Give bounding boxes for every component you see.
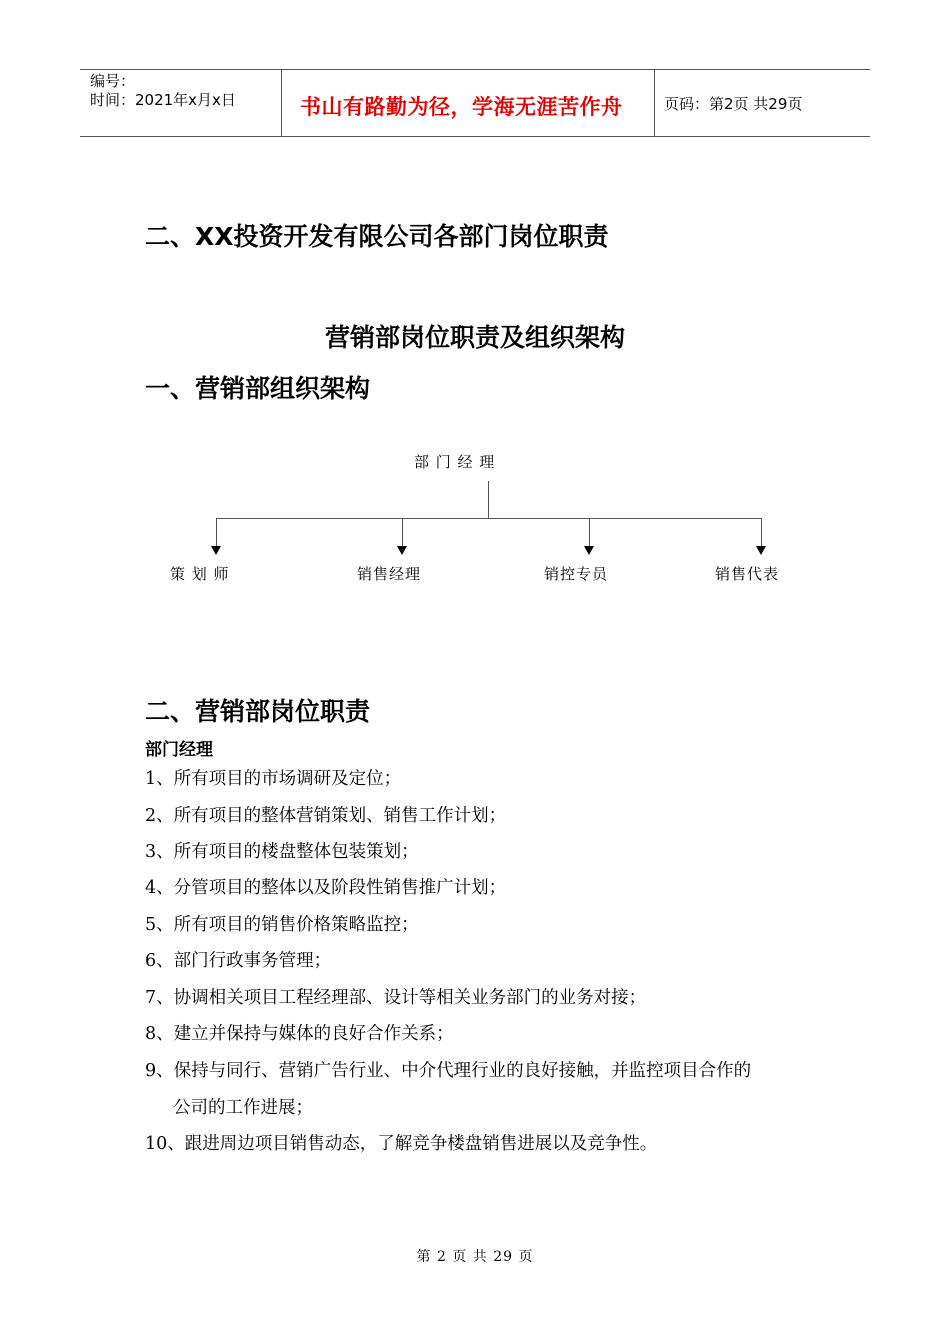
org-arrow-icon xyxy=(211,546,221,555)
org-arrow-icon xyxy=(397,546,407,555)
org-branch-line xyxy=(402,518,403,546)
header-divider-1 xyxy=(281,69,282,136)
section-title: 营销部岗位职责及组织架构 xyxy=(324,323,625,352)
org-root-connector xyxy=(488,481,489,518)
org-child-label: 销控专员 xyxy=(544,565,609,583)
header-page-info: 页码：第2页 共29页 xyxy=(664,95,803,113)
list-item: 8、建立并保持与媒体的良好合作关系； xyxy=(145,1024,454,1044)
org-branch-line xyxy=(216,518,217,546)
org-branch-line xyxy=(589,518,590,546)
header-divider-2 xyxy=(654,69,655,136)
list-item-continuation: 公司的工作进展； xyxy=(173,1098,313,1118)
org-branch-line xyxy=(761,518,762,546)
org-child-label: 策 划 师 xyxy=(170,565,230,583)
org-arrow-icon xyxy=(584,546,594,555)
header-number-label: 编号： xyxy=(90,72,136,90)
header-motto: 书山有路勤为径，学海无涯苦作舟 xyxy=(300,95,623,119)
list-item: 5、所有项目的销售价格策略监控； xyxy=(145,915,419,935)
org-horizontal-connector xyxy=(216,518,762,519)
list-item: 3、所有项目的楼盘整体包装策划； xyxy=(145,842,419,862)
org-child-label: 销售经理 xyxy=(357,565,422,583)
list-item: 1、所有项目的市场调研及定位； xyxy=(145,769,402,789)
org-arrow-icon xyxy=(756,546,766,555)
org-root-label: 部 门 经 理 xyxy=(414,453,496,471)
header-time-label: 时间：2021年x月x日 xyxy=(90,91,236,109)
list-item: 10、跟进周边项目销售动态，了解竞争楼盘销售进展以及竞争性。 xyxy=(145,1134,658,1154)
org-child-label: 销售代表 xyxy=(715,565,780,583)
page-footer: 第 2 页 共 29 页 xyxy=(416,1249,534,1265)
list-item: 4、分管项目的整体以及阶段性销售推广计划； xyxy=(145,878,507,898)
list-item: 9、保持与同行、营销广告行业、中介代理行业的良好接触，并监控项目合作的 xyxy=(145,1061,752,1081)
header-top-border xyxy=(80,69,870,70)
role-title: 部门经理 xyxy=(145,740,213,760)
list-item: 6、部门行政事务管理； xyxy=(145,951,332,971)
list-item: 7、协调相关项目工程经理部、设计等相关业务部门的业务对接； xyxy=(145,988,647,1008)
org-heading: 一、营销部组织架构 xyxy=(145,374,371,403)
duties-heading: 二、营销部岗位职责 xyxy=(145,697,371,726)
list-item: 2、所有项目的整体营销策划、销售工作计划； xyxy=(145,806,507,826)
header-bottom-border xyxy=(80,136,870,137)
document-title: 二、XX投资开发有限公司各部门岗位职责 xyxy=(145,222,609,251)
